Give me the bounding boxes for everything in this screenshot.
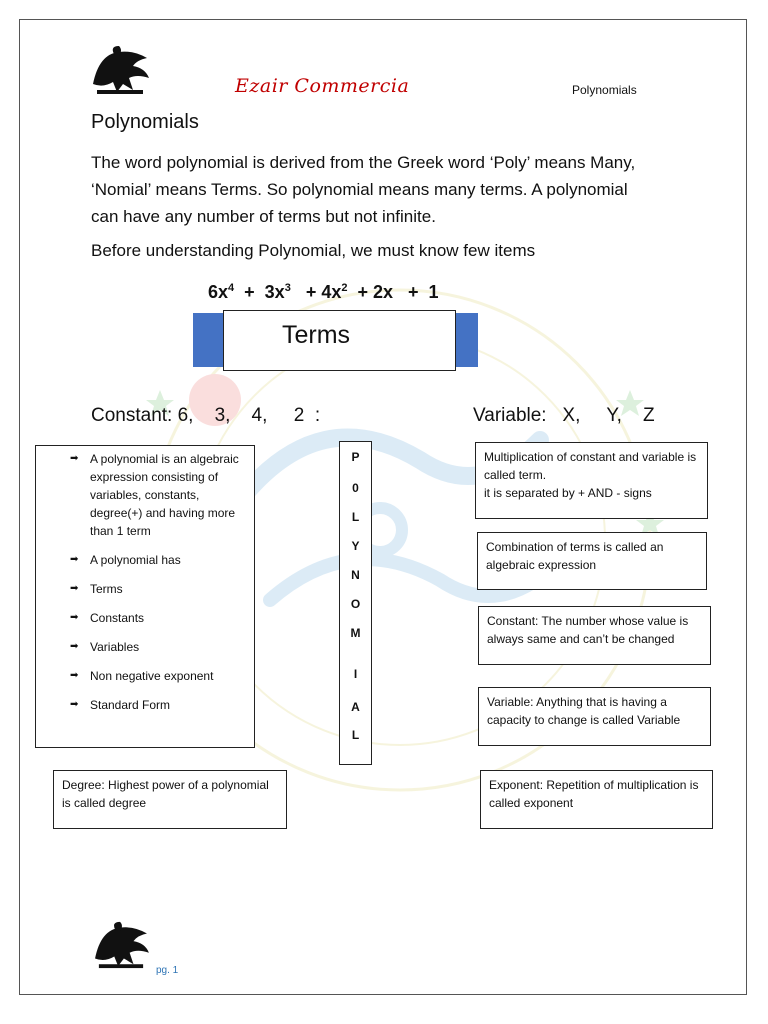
- document-page: [19, 19, 747, 995]
- vertical-letter: L: [351, 510, 360, 524]
- page-number: pg. 1: [156, 965, 179, 976]
- vertical-letter: O: [350, 597, 361, 611]
- vertical-letter: 0: [352, 481, 359, 495]
- eagle-logo: [89, 44, 151, 96]
- variable-definition-box: [478, 687, 711, 746]
- exponent-definition-box: [480, 770, 713, 829]
- intro-paragraph-2: Before understanding Polynomial, we must know few items: [91, 241, 536, 260]
- arrow-bullet-icon: ➡: [70, 554, 79, 565]
- vertical-letter: Y: [351, 539, 360, 553]
- arrow-bullet-icon: ➡: [70, 612, 79, 623]
- expression-definition-box: [477, 532, 707, 590]
- arrow-bullet-icon: ➡: [70, 699, 79, 710]
- header-title: Polynomials: [572, 83, 637, 97]
- terms-box: [223, 310, 456, 371]
- constant-definition-box: [478, 606, 711, 665]
- list-item: ➡ A polynomial is an algebraic expression consisting of variables, constants, degree(+) and having more than 1 term: [70, 452, 239, 538]
- vertical-letter: N: [351, 568, 360, 582]
- list-item: ➡ A polynomial has: [70, 553, 181, 567]
- variables-line: Variable: X, Y, Z: [473, 405, 655, 426]
- vertical-polynomial-box: [339, 441, 372, 765]
- list-item: ➡ Constants: [70, 611, 145, 625]
- list-item: ➡ Variables: [70, 640, 140, 654]
- list-item: ➡ Standard Form: [70, 698, 171, 712]
- arrow-bullet-icon: ➡: [70, 670, 79, 681]
- arrow-bullet-icon: ➡: [70, 583, 79, 594]
- vertical-letter: L: [351, 728, 360, 742]
- degree-definition-text: Degree: Highest power of a polynomial is called degree: [62, 778, 269, 810]
- intro-paragraph: The word polynomial is derived from the Greek word ‘Poly’ means Many, ‘Nomial’ means Terms. So polynomial means many terms. A polynomial can have any number of terms but not infinite.: [91, 153, 636, 226]
- expression-definition-text: Combination of terms is called an algebraic expression: [486, 540, 664, 572]
- constants-line: Constant: 6, 3, 4, 2 :: [91, 405, 321, 426]
- vertical-letter: P: [351, 450, 360, 464]
- arrow-bullet-icon: ➡: [70, 641, 79, 652]
- arrow-bullet-icon: ➡: [70, 453, 79, 464]
- constant-definition-text: Constant: The number whose value is always same and can’t be changed: [487, 614, 689, 646]
- exponent-definition-text: Exponent: Repetition of multiplication is called exponent: [489, 778, 699, 810]
- vertical-letter: I: [353, 667, 358, 681]
- polynomial-definition-box: [35, 445, 255, 748]
- polynomial-equation: $6x^4 + 3x^3 + 4x^2 + 2x + 1$: [208, 282, 439, 302]
- list-item: ➡ Terms: [70, 582, 123, 596]
- vertical-letter: M: [350, 626, 361, 640]
- page-title: Polynomials: [91, 111, 199, 133]
- eagle-logo-footer: [91, 920, 151, 970]
- terms-label: Terms: [282, 321, 351, 349]
- term-separator-text: it is separated by + AND - signs: [484, 486, 652, 500]
- degree-definition-box: [53, 770, 287, 829]
- variable-definition-text: Variable: Anything that is having a capacity to change is called Variable: [487, 695, 681, 727]
- term-definition-box: [475, 442, 708, 519]
- brand-name: Ezair Commercia: [235, 75, 410, 97]
- list-item: ➡ Non negative exponent: [70, 669, 214, 683]
- term-definition-text: Multiplication of constant and variable is called term.: [484, 450, 697, 482]
- vertical-letter: A: [351, 700, 360, 714]
